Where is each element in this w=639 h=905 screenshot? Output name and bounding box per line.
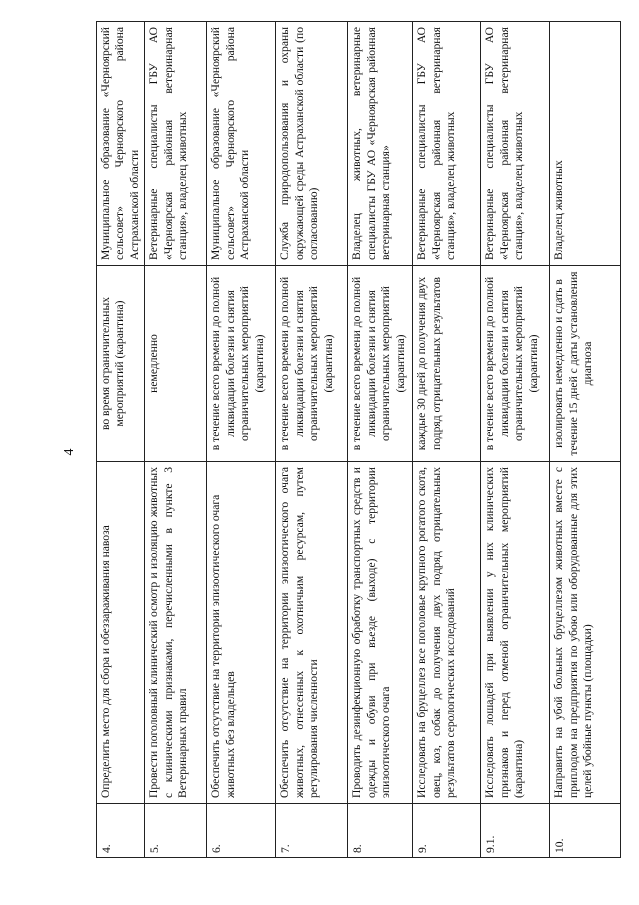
row-number: 4. (97, 804, 145, 858)
table-row (550, 22, 621, 858)
table-row (481, 22, 550, 858)
table-row (348, 22, 413, 858)
responsible-cell: Служба природопользования и охраны окружающей среды Астраханской области (по согласованию) (276, 22, 348, 266)
responsible-cell: Муниципальное образование «Черноярский сельсовет» Черноярского района Астраханской области (207, 22, 276, 266)
term-cell: в течение всего времени до полной ликвидации болезни и снятия ограничительных мероприятий (карантина) (481, 266, 550, 462)
table-row (276, 22, 348, 858)
term-cell: каждые 30 дней до получения двух подряд отрицательных результатов (413, 266, 481, 462)
responsible-cell: Ветеринарные специалисты ГБУ АО «Черноярская районная ветеринарная станция», владелец животных (145, 22, 207, 266)
term-cell: во время ограничительных мероприятий (карантина) (97, 266, 145, 462)
row-number: 5. (145, 804, 207, 858)
term-cell: немедленно (145, 266, 207, 462)
table-row (97, 22, 145, 858)
measure-cell: Исследовать на бруцеллез все поголовье крупного рогатого скота, овец, коз, собак до получения двух подряд отрицательных результатов серологических исследований (413, 462, 481, 804)
row-number: 6. (207, 804, 276, 858)
measures-table (96, 21, 621, 858)
row-number: 8. (348, 804, 413, 858)
term-cell: в течение всего времени до полной ликвидации болезни и снятия ограничительных мероприятий (карантина) (207, 266, 276, 462)
measure-cell: Направить на убой больных бруцеллезом животных вместе с приплодом на предприятия по убою или оборудованные для этих целей убойные пункты (площадки) (550, 462, 621, 804)
page-number: 4 (62, 448, 77, 456)
responsible-cell: Владелец животных (550, 22, 621, 266)
row-number: 9.1. (481, 804, 550, 858)
responsible-cell: Ветеринарные специалисты ГБУ АО «Черноярская районная ветеринарная станция», владелец животных (481, 22, 550, 266)
row-number: 7. (276, 804, 348, 858)
measure-cell: Исследовать лошадей при выявлении у них клинических признаков и перед отменой ограничительных мероприятий (карантина) (481, 462, 550, 804)
term-cell: в течение всего времени до полной ликвидации болезни и снятия ограничительных мероприятий (карантина) (276, 266, 348, 462)
measure-cell: Обеспечить отсутствие на территории эпизоотического очага животных без владельцев (207, 462, 276, 804)
measure-cell: Определить место для сбора и обеззараживания навоза (97, 462, 145, 804)
row-number: 9. (413, 804, 481, 858)
measure-cell: Провести поголовный клинический осмотр и изоляцию животных с клиническими признаками, перечисленными в пункте 3 Ветеринарных правил (145, 462, 207, 804)
table-row (413, 22, 481, 858)
row-number: 10. (550, 804, 621, 858)
measures-table-rotated (96, 22, 618, 858)
responsible-cell: Владелец животных, ветеринарные специалисты ГБУ АО «Черноярская районная ветеринарная станция» (348, 22, 413, 266)
term-cell: в течение всего времени до полной ликвидации болезни и снятия ограничительных мероприятий (карантина) (348, 266, 413, 462)
term-cell: изолировать немедленно и сдать в течение 15 дней с даты установления диагноза (550, 266, 621, 462)
responsible-cell: Муниципальное образование «Черноярский сельсовет» Черноярского района Астраханской области (97, 22, 145, 266)
measure-cell: Проводить дезинфекционную обработку транспортных средств и одежды и обуви при въезде (выходе) с территории эпизоотического очага (348, 462, 413, 804)
measure-cell: Обеспечить отсутствие на территории эпизоотического очага животных, отнесенных к охотничьим ресурсам, путем регулирования численности (276, 462, 348, 804)
table-row (145, 22, 207, 858)
table-row (207, 22, 276, 858)
responsible-cell: Ветеринарные специалисты ГБУ АО «Черноярская районная ветеринарная станция», владелец животных (413, 22, 481, 266)
